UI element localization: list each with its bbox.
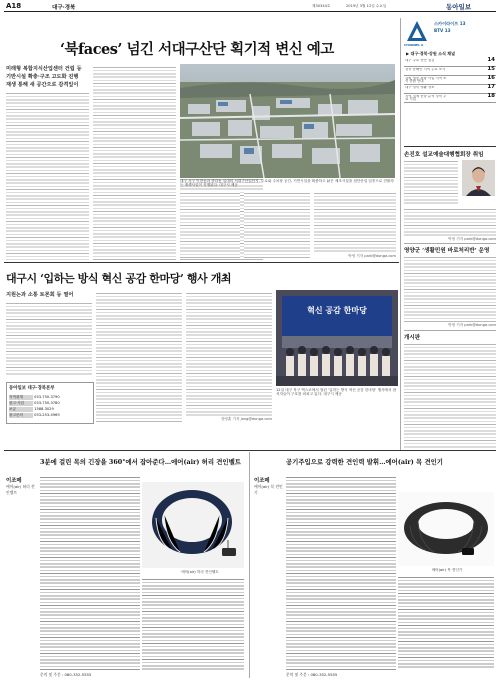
- sidebar-col3-heading: 개시판: [404, 335, 421, 341]
- channel-number-2: BTV 13: [434, 28, 451, 33]
- ad2-body-col-2: [398, 576, 494, 670]
- ad2-headline: 공기주입으로 강력한 견인력 발휘…에어(air) 목 견인기: [286, 458, 443, 466]
- index-item-page: 16: [487, 75, 495, 81]
- contact-row: [9, 395, 91, 400]
- contacts-title: 동아일보 대구·경북본부: [9, 386, 55, 391]
- contact-label: 광고문의: [9, 413, 33, 418]
- second-byline: 장영훈 기자 jang@donga.com: [220, 417, 272, 421]
- ad-separator: [4, 450, 496, 451]
- ad2-footer: 문의 및 주문 : 080-352-5555: [286, 672, 338, 677]
- sidebar-col1-byline: 박영 기자 park@donga.com: [448, 237, 496, 241]
- waist-belt-image: [142, 482, 244, 568]
- index-item-text: 지역 경제 동향 분석 경북 주요 기업: [405, 94, 447, 102]
- second-body-col-1: [6, 302, 92, 376]
- index-item-page: 17: [487, 84, 495, 90]
- portrait-image: [462, 160, 495, 196]
- sidebar-index-rule: [404, 146, 496, 147]
- sidebar-col1-heading: 손진호 설교예술대행협회장 취임: [404, 152, 484, 158]
- ad1-body-col-1: [40, 476, 140, 670]
- event-banner-text: 혁신 공감 한마당: [307, 305, 367, 315]
- contacts-box: [6, 382, 94, 424]
- contact-value[interactable]: 053-750-3790: [34, 395, 60, 399]
- sidebar-rule-2: [404, 243, 496, 244]
- channel-a-logo-text: CHANNEL A: [404, 43, 424, 47]
- sidebar-divider: [400, 18, 401, 450]
- lead-headline-text: ‘북faces’ 넘긴 서대구산단 획기적 변신 예고: [60, 41, 334, 58]
- lead-photo-caption: 대구 서구 이현동과 중리동 일대의 서대구산업단지. 도로와 주차장 공간, 기반시설을 확충하고 낡은 제조시설을 첨단산업 업종으로 전환하는 재생사업이 진행된다. 대구시 제공: [180, 179, 394, 188]
- masthead-rule: [4, 11, 496, 12]
- sidebar-rule-3: [404, 330, 496, 331]
- story-divider: [4, 262, 399, 263]
- issue-number: 제30344호: [312, 4, 331, 8]
- sidebar-col2-body: [404, 256, 496, 322]
- contact-label: 광고·사업: [9, 401, 33, 406]
- lead-subhead-3: 재생 통해 새 공간으로 감격잎이: [6, 82, 79, 88]
- ad1-headline: 3분에 걸린 목의 긴장을 360°에서 잡아준다…에어(air) 허리 견인벨트: [40, 458, 241, 466]
- index-list: [404, 58, 496, 108]
- ad2-body-col-1: [286, 476, 396, 670]
- ad2-photo-caption: 에어(air) 목 견인기: [431, 568, 463, 572]
- lead-headline: [60, 38, 340, 59]
- section-label: 대구·경북: [52, 5, 76, 11]
- sidebar-col1-body-a: [404, 160, 458, 206]
- ad2-brand: 이조메: [254, 478, 270, 484]
- index-item[interactable]: [404, 85, 496, 94]
- contact-label: 지역취재: [9, 395, 33, 400]
- index-item-page: 18: [487, 93, 495, 99]
- contact-value[interactable]: 1588-3029: [34, 407, 54, 411]
- ad2-product: 에어(air) 목 견인기: [254, 484, 283, 495]
- aerial-photo-image: [180, 64, 395, 178]
- ad1-brand: 이조메: [6, 478, 22, 484]
- second-body-col-3: [186, 292, 272, 416]
- industrial-aerial-photo: [180, 64, 395, 178]
- lead-subhead-1: 미래형 복합지식산업센터 건립 등: [6, 66, 82, 72]
- contact-row: [9, 407, 91, 412]
- index-item-text: 강원 영동 관광 사업 지역 소식 종합 안내: [405, 76, 447, 84]
- channel-a-logo: [406, 20, 428, 42]
- sidebar-portrait: [462, 160, 495, 196]
- ad1-product-photo: [142, 482, 244, 568]
- sidebar-col1-body-b: [404, 208, 496, 236]
- index-item-page: 15: [487, 66, 495, 72]
- contact-value[interactable]: 053-750-3780: [34, 401, 60, 405]
- index-item-text: 대구·경북 생활 정보: [405, 85, 435, 89]
- channel-number-1: 스카이라이프 13: [434, 21, 466, 26]
- channel-a-logo-icon: [406, 20, 428, 42]
- index-item[interactable]: [404, 76, 496, 85]
- contact-value[interactable]: 053-253-4969: [34, 413, 60, 417]
- index-item[interactable]: [404, 94, 496, 103]
- lead-byline: 박영 기자 park@donga.com: [348, 254, 396, 258]
- contact-row: [9, 401, 91, 406]
- index-item-text: 대구 주요 현안 점검: [405, 58, 435, 62]
- event-photo-caption: 12일 대구 북구 엑스코에서 열린 ‘입하는 방식 혁신 공감 한마당’ 행사에서 참석자들이 구호를 외치고 있다. 대구시 제공: [276, 388, 397, 397]
- neck-traction-image: [398, 492, 494, 566]
- index-item[interactable]: [404, 67, 496, 76]
- ad1-footer: 문의 및 주문 : 080-352-5555: [40, 672, 92, 677]
- second-headline: 대구시 ‘입하는 방식 혁신 공감 한마당’ 행사 개최: [6, 272, 232, 285]
- issue-date: 2019년 3월 12일 수요일: [346, 4, 387, 8]
- lead-body-col-7: [314, 192, 396, 254]
- lead-body-col-6: [244, 192, 310, 258]
- paper-name: 동아일보: [446, 3, 472, 11]
- contact-label: 보급: [9, 407, 33, 412]
- event-photo: [276, 290, 398, 386]
- index-item-page: 14: [487, 57, 495, 63]
- ad1-body-col-2: [142, 578, 244, 670]
- ad-divider: [249, 452, 250, 678]
- contact-row: [9, 413, 91, 418]
- ad2-product-photo: [398, 492, 494, 566]
- page-number: A18: [6, 2, 22, 10]
- second-subhead: 지원논과 소통 토론회 등 열어: [6, 292, 74, 298]
- index-title: ▶ 대구·경북·강원 소식 채널: [406, 51, 455, 56]
- sidebar-col2-heading: 영양군 ‘생활민원 바로처리반’ 운영: [404, 248, 490, 254]
- second-body-col-2: [96, 292, 182, 424]
- sidebar-col3-body: [404, 343, 496, 448]
- lead-subhead-2: 기반시설 확충·구조 고도화 진행: [6, 74, 79, 80]
- index-item[interactable]: [404, 58, 496, 67]
- lead-body-col-1: [6, 92, 89, 260]
- sidebar-index-box: [404, 16, 496, 144]
- ad1-product: 에어(air) 허리 견인벨트: [6, 484, 35, 495]
- ad1-photo-caption: 에어(air) 허리 견인벨트: [181, 570, 219, 574]
- lead-body-col-5: [180, 192, 240, 258]
- sidebar-col2-byline: 박영 기자 park@donga.com: [448, 323, 496, 327]
- index-item-text: 경북 동해안 지역 주요 소식: [405, 67, 446, 71]
- lead-body-col-2: [93, 66, 176, 260]
